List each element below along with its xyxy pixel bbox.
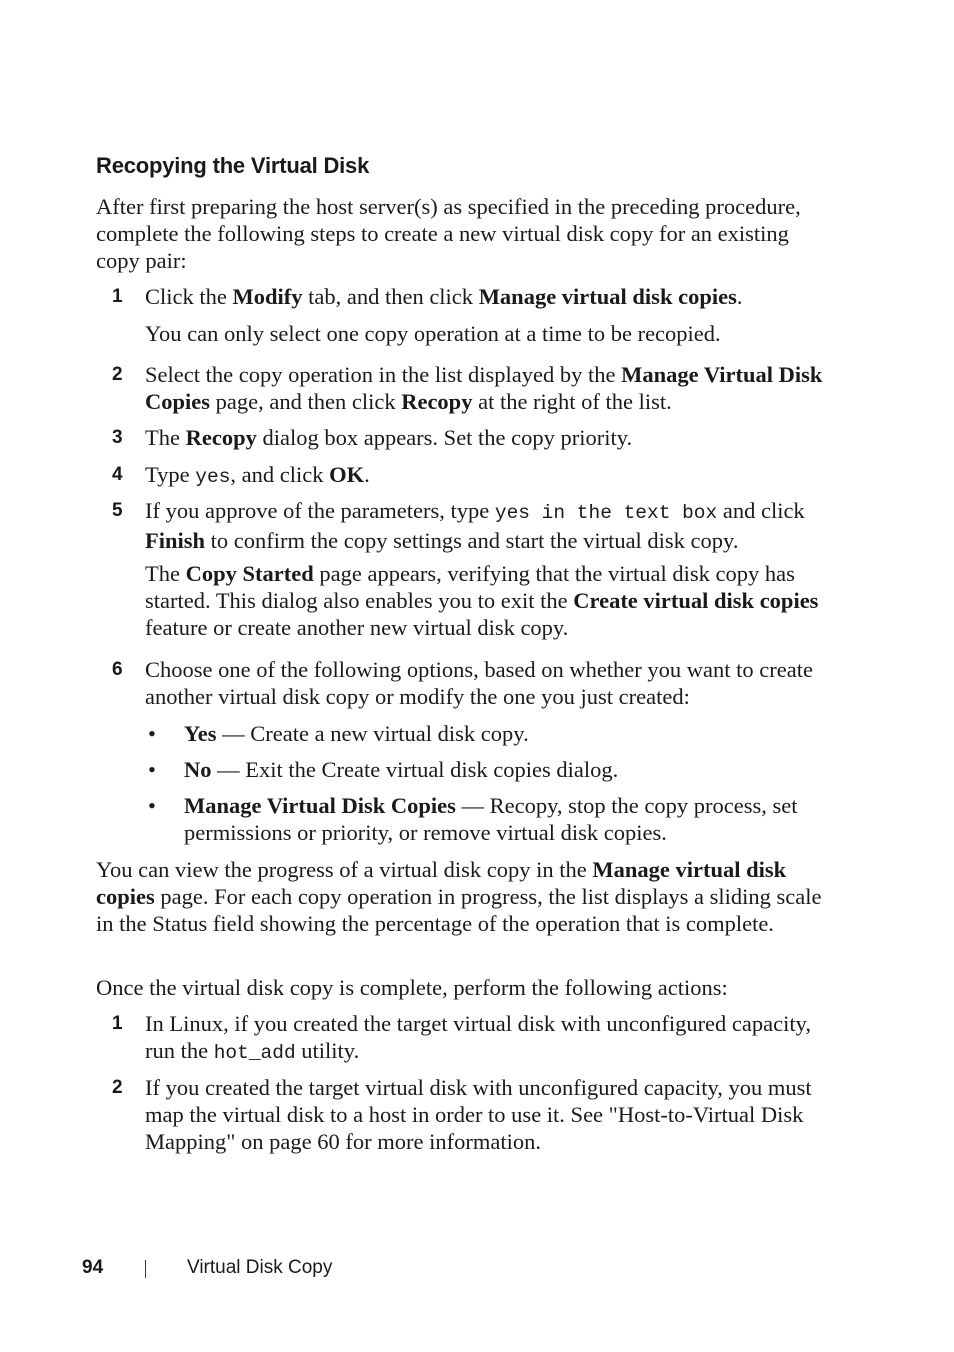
step-text: If you created the target virtual disk with unconfigured capacity, you must map the virtual disk to a host in order to use it. See "Host-to-Virtual Disk Mapping" on page 60 for more information. [145, 1075, 812, 1154]
step-note: You can only select one copy operation at a time to be recopied. [145, 321, 721, 346]
progress-paragraph: You can view the progress of a virtual disk copy in the Manage virtual disk copies page. For each copy operation in progress, the list displays a sliding scale in the Status field showing the percentage of the operation that is complete. [96, 857, 822, 936]
step-number: 5 [112, 500, 123, 521]
bullet-icon: • [148, 757, 156, 782]
step-number: 3 [112, 427, 123, 448]
step-number: 2 [112, 364, 123, 385]
step-number: 6 [112, 659, 123, 680]
step-text: Choose one of the following options, based on whether you want to create another virtual disk copy or modify the one you just created: [145, 657, 813, 709]
footer-divider [145, 1260, 146, 1278]
step-number: 1 [112, 286, 123, 307]
section-heading: Recopying the Virtual Disk [96, 153, 370, 178]
step-text: Select the copy operation in the list displayed by the Manage Virtual Disk Copies page, and then click Recopy at the right of the list. [145, 362, 823, 414]
step-text: Click the Modify tab, and then click Manage virtual disk copies. [145, 284, 743, 309]
page-number: 94 [82, 1257, 104, 1278]
step-text: Type yes, and click OK. [145, 462, 370, 488]
step-text: If you approve of the parameters, type yes in the text box and click Finish to confirm the copy settings and start the virtual disk copy. [145, 498, 805, 553]
step-number: 1 [112, 1013, 123, 1034]
intro-paragraph: After first preparing the host server(s) as specified in the preceding procedure, complete the following steps to create a new virtual disk copy for an existing copy pair: [96, 194, 801, 273]
step-text: The Recopy dialog box appears. Set the copy priority. [145, 425, 633, 450]
step-number: 2 [112, 1077, 123, 1098]
bullet-icon: • [148, 793, 156, 818]
step-number: 4 [112, 464, 123, 485]
after-paragraph: Once the virtual disk copy is complete, perform the following actions: [96, 975, 728, 1000]
bullet-icon: • [148, 721, 156, 746]
step-text: In Linux, if you created the target virtual disk with unconfigured capacity, run the hot_add utility. [145, 1011, 812, 1064]
bullet-text: Manage Virtual Disk Copies — Recopy, stop the copy process, set permissions or priority, or remove virtual disk copies. [184, 793, 798, 845]
bullet-text: Yes — Create a new virtual disk copy. [184, 721, 529, 746]
bullet-text: No — Exit the Create virtual disk copies dialog. [184, 757, 619, 782]
footer-title: Virtual Disk Copy [187, 1257, 333, 1278]
step-note: The Copy Started page appears, verifying that the virtual disk copy has started. This dialog also enables you to exit the Create virtual disk copies feature or create another new virtual disk copy. [145, 561, 819, 640]
